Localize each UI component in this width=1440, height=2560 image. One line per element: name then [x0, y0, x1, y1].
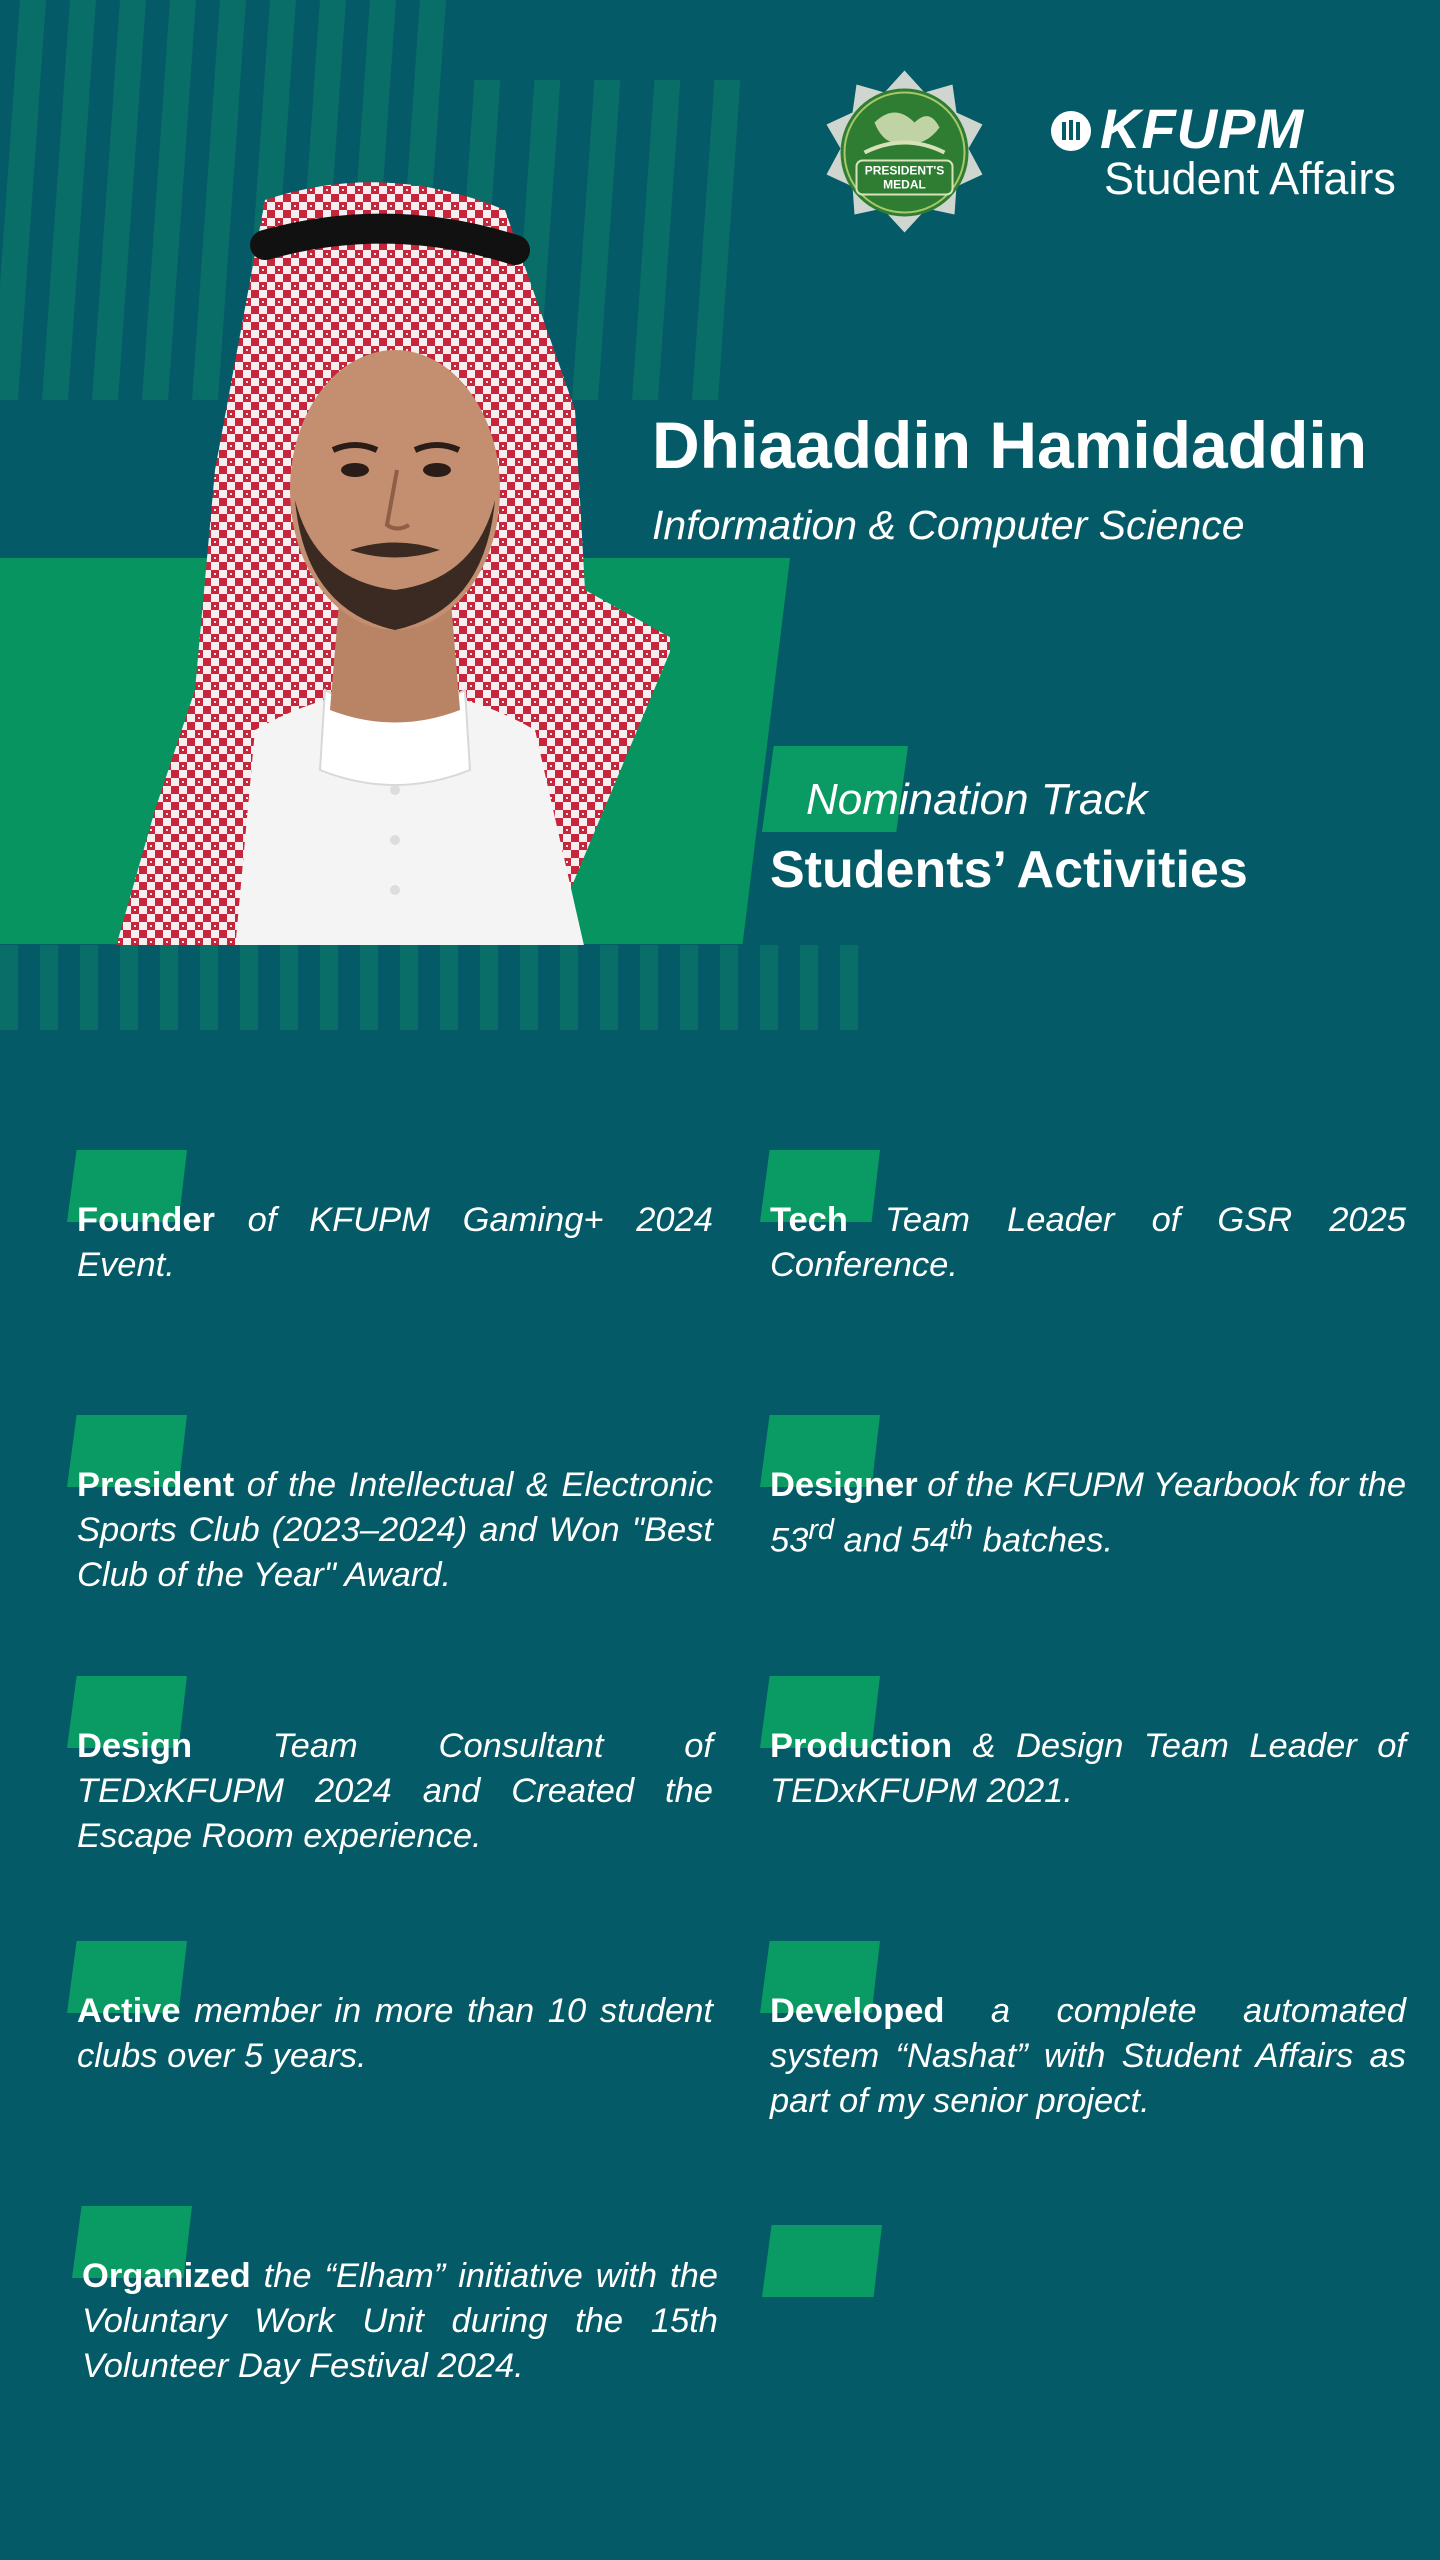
achievement-text: of KFUPM Gaming+ 2024 Event.	[77, 1201, 713, 1284]
kfupm-emblem-icon	[1050, 110, 1092, 152]
nomination-track-label: Nomination Track	[806, 775, 1148, 824]
achievement-item	[770, 1989, 1406, 2124]
nominee-name: Dhiaaddin Hamidaddin	[652, 408, 1368, 482]
achievement-text: of the KFUPM Yearbook for the 53	[770, 1466, 1407, 1560]
achievement-lead: Tech	[770, 1201, 848, 1239]
achievement-item	[82, 2254, 718, 2389]
empty-achievement-accent	[762, 2225, 882, 2297]
achievement-item	[77, 1989, 713, 2079]
achievement-text: of the Intellectual & Electronic Sports Club (2023–2024) and Won "Best Club of the Year" Award.	[77, 1466, 713, 1594]
achievement-text: & Design Team Leader of TEDxKFUPM 2021.	[770, 1727, 1406, 1810]
brand-unit: Student Affairs	[1104, 153, 1396, 204]
nominee-department: Information & Computer Science	[652, 502, 1245, 548]
achievement-item	[77, 1724, 713, 1859]
achievement-lead: Founder	[77, 1201, 215, 1239]
achievement-lead: Production	[770, 1727, 953, 1765]
achievement-lead: Designer	[770, 1466, 918, 1504]
nomination-track-value: Students’ Activities	[770, 841, 1248, 899]
achievement-lead: President	[77, 1466, 235, 1504]
brand-name: KFUPM	[1100, 97, 1305, 160]
ordinal-suffix: rd	[808, 1514, 834, 1546]
ordinal-suffix: th	[949, 1514, 974, 1546]
nominee-photo	[115, 170, 670, 945]
svg-text:MEDAL: MEDAL	[883, 177, 926, 192]
achievement-text: Team Leader of GSR 2025 Conference.	[770, 1201, 1406, 1284]
achievement-text: the “Elham” initiative with the Voluntary Work Unit during the 15th Volunteer Day Festival 2024.	[82, 2257, 718, 2385]
achievement-item	[770, 1724, 1406, 1814]
achievement-text: member in more than 10 student clubs over 5 years.	[77, 1992, 713, 2075]
achievement-item	[77, 1198, 713, 1288]
achievement-lead: Active	[77, 1992, 181, 2030]
achievement-lead: Developed	[770, 1992, 945, 2030]
achievement-item	[77, 1463, 713, 1598]
achievement-item	[770, 1198, 1406, 1288]
medal-text: PRESIDENT'S	[864, 163, 945, 178]
achievement-text: Team Consultant of TEDxKFUPM 2024 and Created the Escape Room experience.	[77, 1727, 713, 1855]
achievement-item	[770, 1463, 1406, 1564]
achievement-text: and 54	[833, 1521, 950, 1560]
achievement-text: batches.	[973, 1521, 1114, 1560]
achievement-lead: Design	[77, 1727, 193, 1765]
kfupm-student-affairs-logo	[1050, 98, 1410, 208]
presidents-medal-seal	[822, 70, 987, 235]
achievement-lead: Organized	[82, 2257, 251, 2295]
achievement-text: a complete automated system “Nashat” with Student Affairs as part of my senior project.	[770, 1992, 1406, 2120]
